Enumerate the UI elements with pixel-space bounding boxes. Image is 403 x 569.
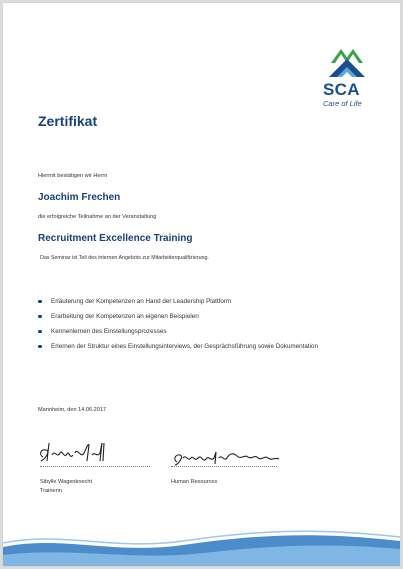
topic-item: Kennenlernen des Einstellungsprozesses bbox=[38, 324, 338, 339]
topic-item: Erlernen der Struktur eines Einstellungsinterviews, der Gesprächsführung sowie Dokumentation bbox=[38, 339, 338, 354]
participation-text: die erfolgreiche Teilnahme an der Veranstaltung bbox=[38, 214, 157, 220]
place-date: Mannheim, den 14.06.2017 bbox=[38, 407, 107, 413]
topic-item: Erarbeitung der Kompetenzen an eigenen Beispielen bbox=[38, 309, 338, 324]
signer-left-name: Sibylle Wagenknecht bbox=[40, 479, 93, 485]
certificate-page bbox=[3, 3, 400, 566]
topic-list bbox=[38, 294, 338, 354]
signer-right-role: Human Resources bbox=[171, 479, 218, 485]
signer-left-role: Trainerin bbox=[40, 488, 62, 494]
signature-left-image bbox=[37, 437, 111, 465]
topic-item: Erläuterung der Kompetenzen an Hand der Leadership Plattform bbox=[38, 294, 338, 309]
bullet-icon bbox=[38, 330, 42, 334]
intro-text: Hiermit bestätigen wir Herrn bbox=[38, 173, 108, 179]
logo-tagline: Care of Life bbox=[323, 99, 362, 108]
bullet-icon bbox=[38, 300, 42, 304]
recipient-name: Joachim Frechen bbox=[38, 192, 121, 203]
seminar-description: Das Seminar ist Teil des internen Angebots zur Mitarbeiterqualifizierung. bbox=[40, 255, 209, 261]
signature-line-left bbox=[40, 466, 150, 467]
sca-logo-icon bbox=[325, 47, 369, 81]
certificate-title: Zertifikat bbox=[38, 113, 98, 129]
signature-right-image bbox=[171, 448, 283, 468]
bullet-icon bbox=[38, 345, 42, 349]
footer-wave bbox=[3, 525, 400, 566]
sca-logo bbox=[321, 47, 377, 111]
event-title: Recruitment Excellence Training bbox=[38, 233, 193, 244]
bullet-icon bbox=[38, 315, 42, 319]
logo-wordmark: SCA bbox=[323, 80, 360, 99]
signature-line-right bbox=[171, 466, 277, 467]
